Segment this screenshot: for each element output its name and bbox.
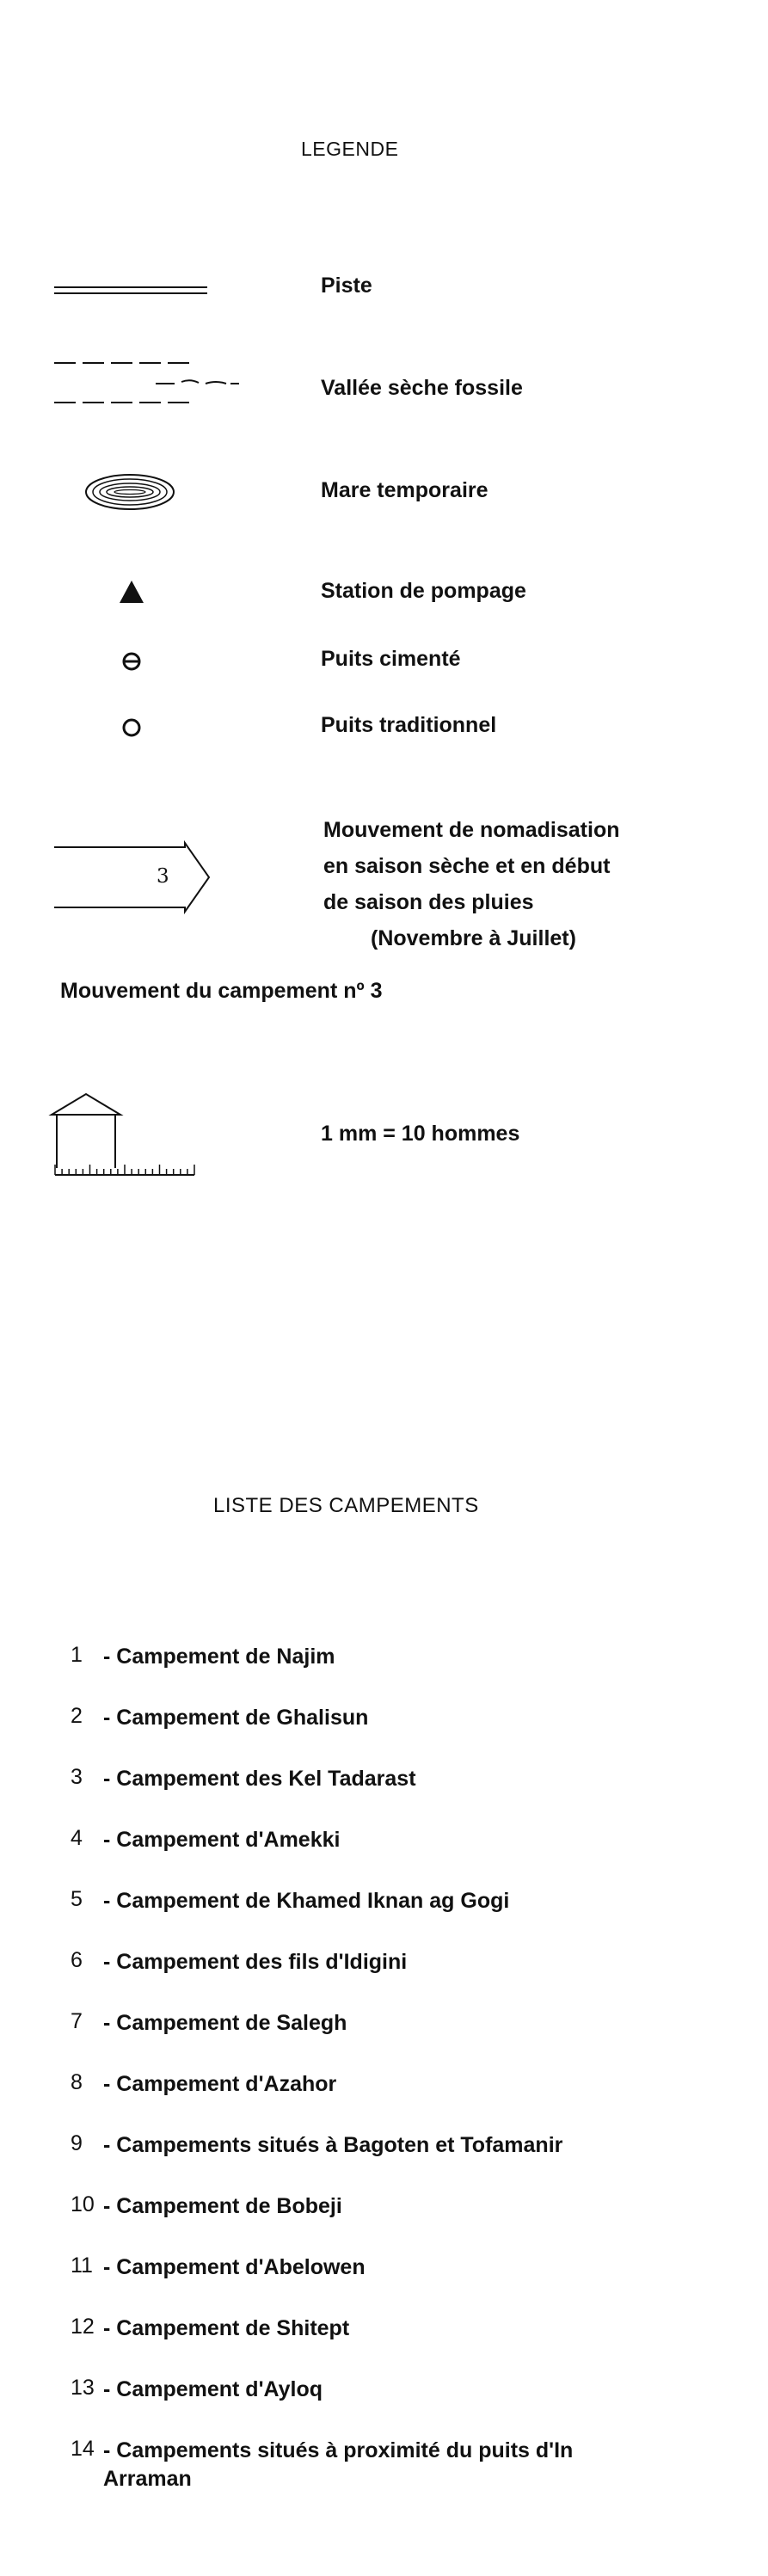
legend-label-mare: Mare temporaire [321,478,488,502]
list-item-text: - Campement de Salegh [103,2011,347,2035]
list-item-text: - Campement de Bobeji [103,2194,342,2218]
list-item-number: 9 [71,2131,83,2155]
scale-label: 1 mm = 10 hommes [321,1122,520,1146]
list-item [71,1765,690,1793]
list-item-text: - Campement de Ghalisun [103,1706,369,1730]
list-item [71,2376,690,2404]
list-item [71,2192,690,2221]
list-item-text: - Campement de Shitept [103,2316,350,2340]
migration-line-2: en saison sèche et en début [323,854,611,878]
list-item-number: 13 [71,2376,95,2400]
migration-arrow-icon [54,843,211,912]
migration-line-3: de saison des pluies [323,890,534,914]
list-item [71,1643,690,1671]
list-item-text: - Campement d'Abelowen [103,2255,366,2279]
list-item-number: 7 [71,2009,83,2033]
list-item-number: 10 [71,2192,95,2216]
list-item [71,2070,690,2099]
migration-line-4: (Novembre à Juillet) [371,926,576,950]
migration-line-1: Mouvement de nomadisation [323,818,620,842]
list-item-text: - Campement de Najim [103,1645,335,1669]
list-item-number: 4 [71,1826,83,1850]
list-item [71,2315,690,2343]
list-item [71,2437,690,2493]
list-item-text: - Campements situés à proximité du puits d'In Arraman [103,2438,574,2491]
list-item [71,1826,690,1854]
tent-scale-icon [52,1092,200,1180]
list-item-text: - Campement des fils d'Idigini [103,1950,408,1974]
list-item-number: 3 [71,1765,83,1789]
migration-caption: Mouvement du campement nº 3 [60,979,383,1003]
temporary-pond-icon [84,472,177,512]
list-item-text: - Campement de Khamed Iknan ag Gogi [103,1889,510,1913]
list-item-text: - Campement d'Amekki [103,1828,341,1852]
legend-title: LEGENDE [301,138,399,160]
list-item [71,2009,690,2038]
legend-label-vallee: Vallée sèche fossile [321,376,523,400]
list-item [71,1704,690,1732]
open-circle-icon [121,717,142,738]
list-item-text: - Campement d'Azahor [103,2072,337,2096]
list-item-number: 1 [71,1643,83,1667]
circle-with-bar-icon [121,651,142,672]
list-item-number: 8 [71,2070,83,2094]
dashed-dry-valley-icon [54,360,243,411]
legend-label-puits-traditionnel: Puits traditionnel [321,713,497,737]
list-item [71,2131,690,2160]
list-item-number: 12 [71,2315,95,2339]
list-item-text: - Campement d'Ayloq [103,2377,323,2401]
list-item [71,1948,690,1977]
list-item-text: - Campement des Kel Tadarast [103,1767,416,1791]
legend-label-puits-cimente: Puits cimenté [321,647,461,671]
list-item-number: 6 [71,1948,83,1972]
list-item [71,1887,690,1915]
list-item-number: 11 [71,2253,93,2278]
list-item-number: 2 [71,1704,83,1728]
camp-list-title: LISTE DES CAMPEMENTS [213,1494,479,1517]
list-item [71,2253,690,2282]
migration-description [323,812,685,956]
migration-arrow-number: 3 [157,865,169,888]
list-item-number: 14 [71,2437,95,2461]
legend-label-station: Station de pompage [321,579,526,603]
list-item-number: 5 [71,1887,83,1911]
legend-label-piste: Piste [321,274,372,298]
list-item-text: - Campements situés à Bagoten et Tofamanir [103,2133,563,2157]
double-line-track-icon [54,286,209,298]
filled-triangle-icon [119,580,144,604]
